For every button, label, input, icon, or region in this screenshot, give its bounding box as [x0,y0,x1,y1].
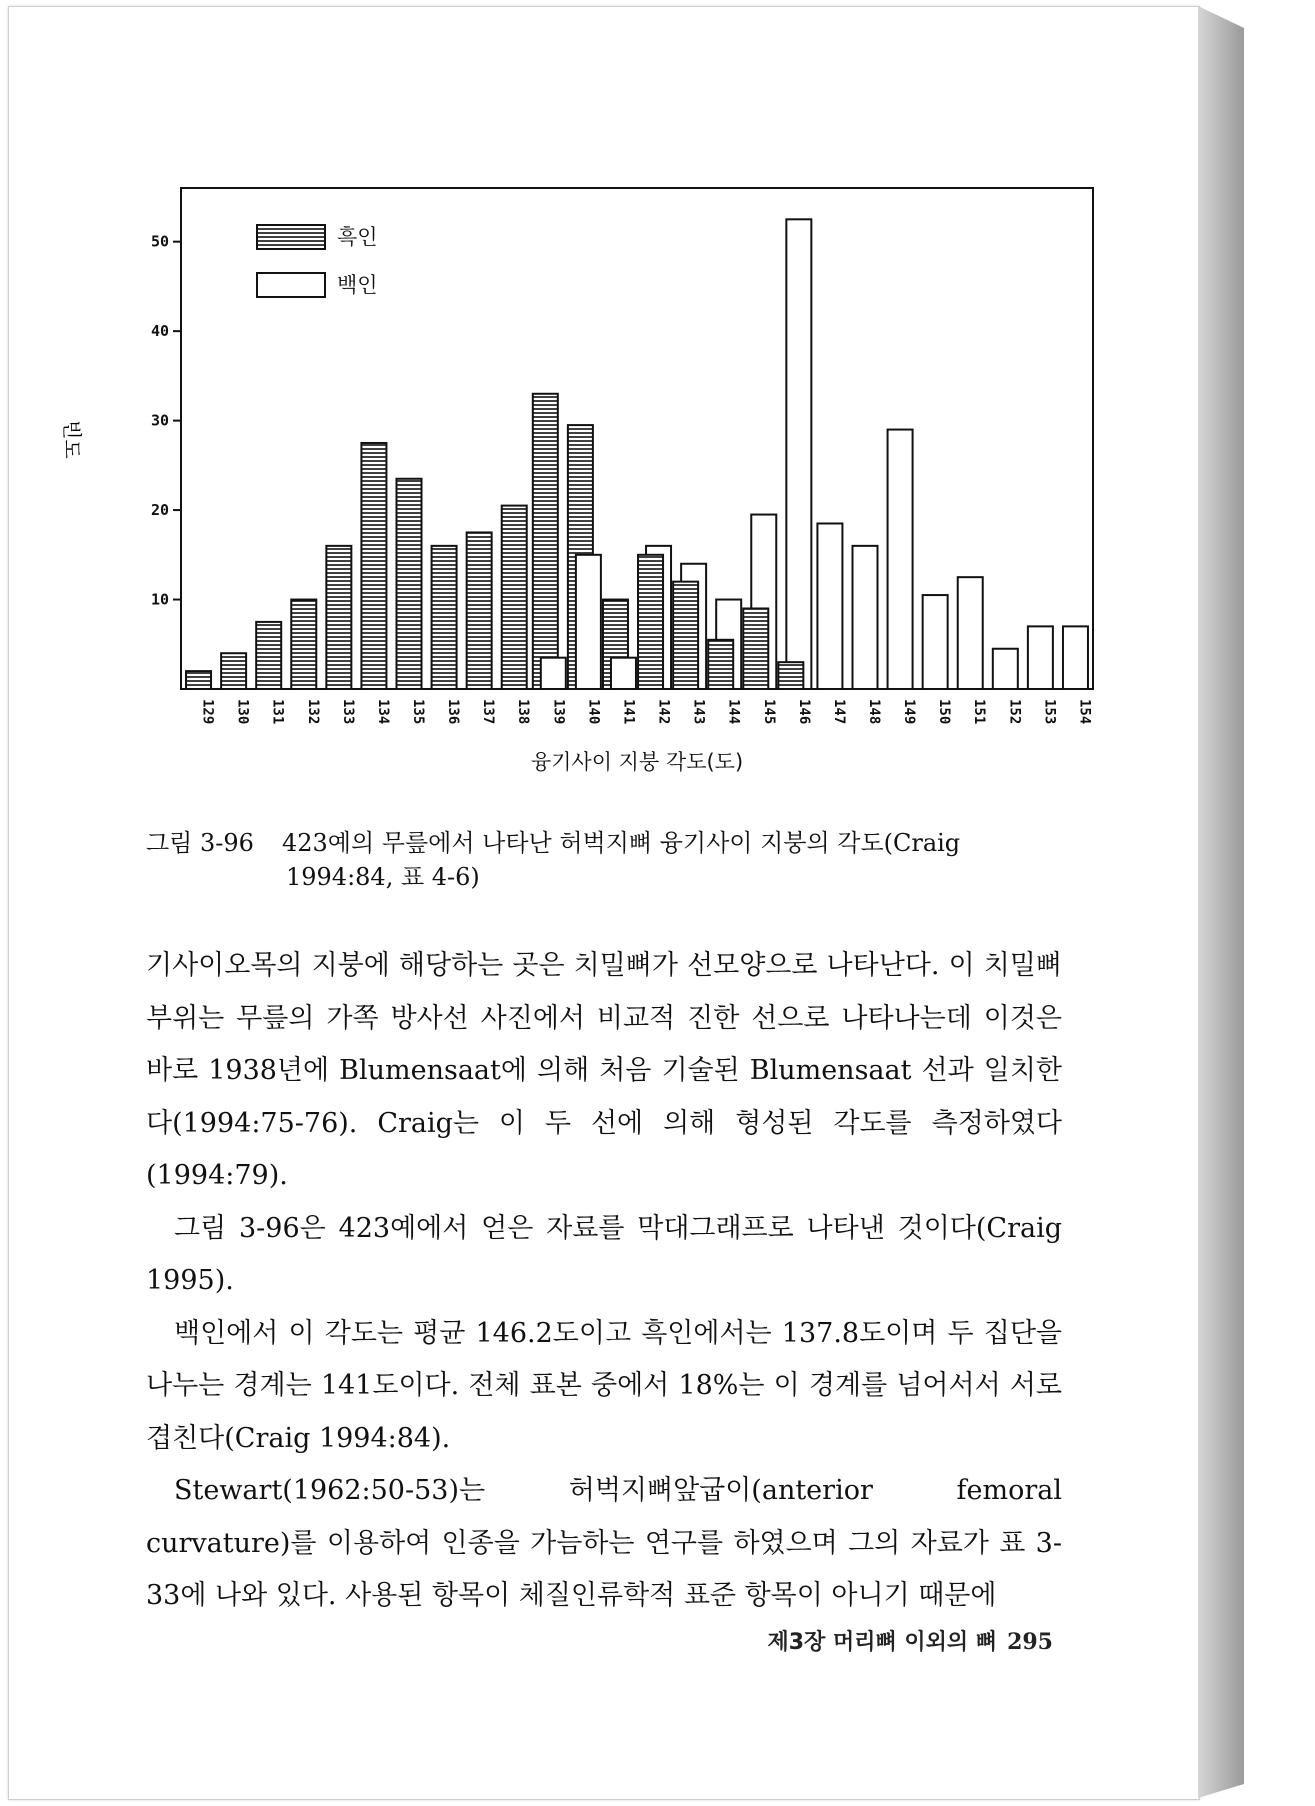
bar-black-132 [291,600,316,689]
x-tick-label: 153 [1041,699,1058,725]
page-edge [1198,6,1244,1798]
x-tick-label: 131 [269,699,286,725]
x-tick-label: 150 [936,699,953,725]
caption-number: 그림 3-96 [146,829,254,857]
x-tick-label: 138 [515,699,532,725]
x-tick-label: 132 [304,699,321,725]
bar-white-139 [541,658,566,689]
x-tick-label: 135 [410,699,426,725]
x-tick-label: 139 [550,699,567,725]
bar-white-152 [993,649,1018,689]
x-tick-label: 148 [866,699,882,725]
y-axis-title: 빈도 [60,420,84,459]
bar-black-133 [326,546,351,689]
bar-black-143 [673,582,698,689]
x-tick-label: 152 [1006,699,1023,725]
x-tick-label: 140 [585,699,602,725]
x-tick-label: 137 [480,699,497,725]
caption-line1: 423예의 무릎에서 나타난 허벅지뼈 융기사이 지붕의 각도(Craig [282,829,961,857]
bar-black-131 [256,622,281,689]
page-footer [768,1625,1054,1656]
x-tick-label: 151 [971,699,988,725]
bar-black-137 [467,532,492,689]
legend-swatch-black [257,225,325,249]
y-tick-label: 50 [150,232,169,251]
body-text [146,940,1062,1623]
bar-black-144 [708,640,733,689]
bar-white-146 [786,219,811,689]
bar-white-150 [923,595,948,689]
figure-caption [146,826,1066,894]
bar-black-138 [502,506,527,689]
x-tick-label: 133 [339,699,356,725]
x-tick-label: 154 [1076,699,1093,725]
bar-white-148 [853,546,878,689]
x-tick-label: 149 [901,699,918,725]
bar-black-135 [397,479,422,689]
bar-white-147 [817,523,842,689]
x-tick-label: 144 [725,699,742,725]
bar-white-140 [576,555,601,689]
bar-black-142 [638,555,663,689]
page-number: 295 [1007,1629,1053,1655]
bar-black-136 [432,546,457,689]
bar-black-145 [743,608,768,689]
bar-white-149 [888,430,913,689]
bar-black-139 [533,394,558,689]
x-tick-label: 134 [374,699,391,725]
x-tick-label: 141 [620,699,637,725]
bar-white-151 [958,577,983,689]
paragraph-4: Stewart(1962:50-53)는 허벅지뼈앞굽이(anterior femoral curvature)를 이용하여 인종을 가늠하는 연구를 하였으며 그의 자료가 표 3-33에 나와 있다. 사용된 항목이 체질인류학적 표준 항목이 아니기 때문에 [146,1475,1062,1611]
bar-white-141 [611,658,636,689]
bar-black-130 [221,653,246,689]
x-tick-label: 136 [445,699,462,725]
x-tick-label: 142 [655,699,672,725]
x-axis-title: 융기사이 지붕 각도(도) [530,750,744,774]
paragraph-2: 그림 3-96은 423예에서 얻은 자료를 막대그래프로 나타낸 것이다(Craig 1995). [146,1212,1062,1296]
x-tick-label: 146 [795,699,812,725]
bar-white-153 [1028,626,1053,689]
y-tick-label: 30 [150,411,169,430]
x-tick-label: 143 [690,699,707,725]
paragraph-1: 기사이오목의 지붕에 해당하는 곳은 치밀뼈가 선모양으로 나타난다. 이 치밀뼈 부위는 무릎의 가쪽 방사선 사진에서 비교적 진한 선으로 나타나는데 이것은 바로 1938년에 Blumensaat에 의해 처음 기술된 Blumensaat 선과 일치한다(1994:75-76). Craig는 이 두 선에 의해 형성된 각도를 측정하였다(1994:79). [146,950,1062,1191]
x-tick-label: 147 [830,699,847,725]
chapter-title: 제3장 머리뼈 이외의 뼈 [767,1630,998,1655]
legend-swatch-white [257,273,325,297]
bar-black-129 [186,671,211,689]
legend-label: 흑인 [337,225,378,249]
bar-black-134 [361,443,386,689]
legend-label: 백인 [337,273,378,297]
y-tick-label: 40 [150,322,169,341]
bar-white-154 [1063,626,1088,689]
bar-chart [80,180,1120,780]
x-tick-label: 129 [199,699,216,725]
y-tick-label: 20 [150,501,169,520]
x-tick-label: 130 [234,699,251,725]
caption-line2: 1994:84, 표 4-6) [286,863,480,891]
bar-black-146 [778,662,803,689]
x-tick-label: 145 [760,699,777,725]
paragraph-3: 백인에서 이 각도는 평균 146.2도이고 흑인에서는 137.8도이며 두 집단을 나누는 경계는 141도이다. 전체 표본 중에서 18%는 이 경계를 넘어서서 서로 겹친다(Craig 1994:84). [146,1317,1062,1454]
y-tick-label: 10 [150,590,169,609]
plot-frame [181,188,1093,689]
